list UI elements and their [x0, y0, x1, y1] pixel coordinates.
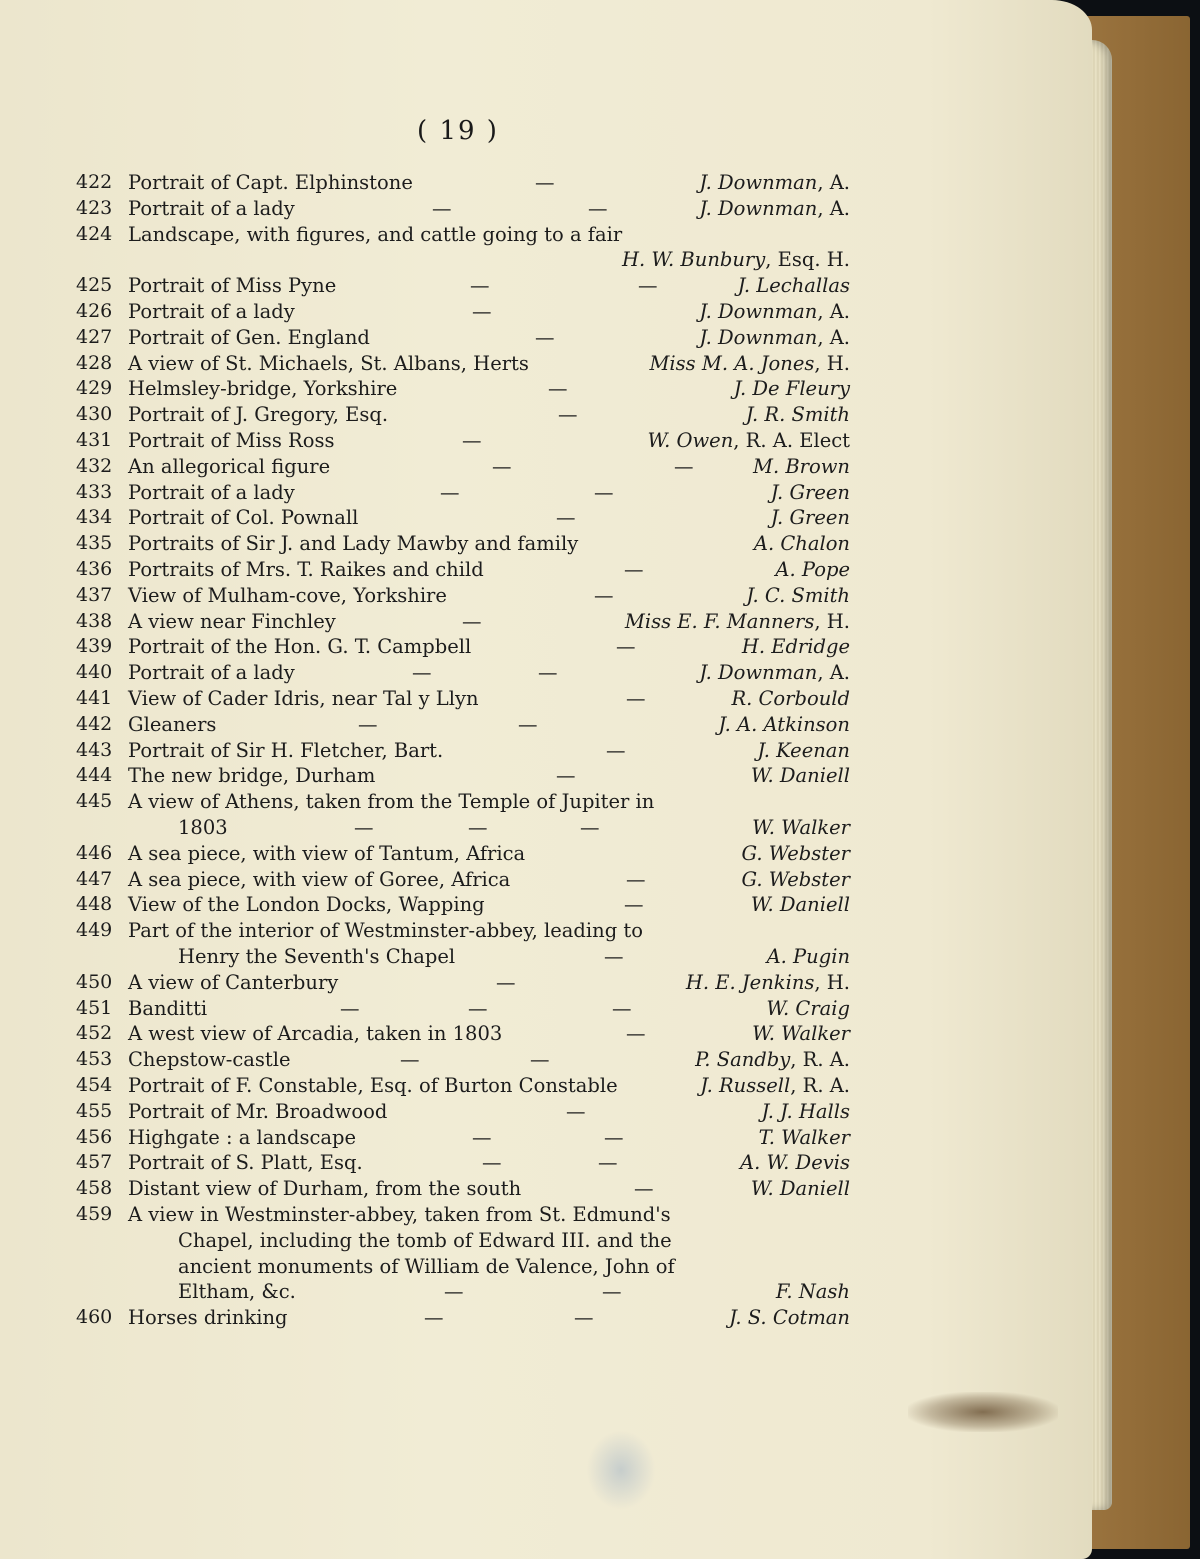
entry-title: Distant view of Durham, from the south	[128, 1177, 522, 1201]
leader-dash: —	[548, 377, 568, 401]
catalogue-entry	[0, 1100, 900, 1126]
catalogue-entry	[0, 893, 900, 919]
artist-name	[751, 764, 850, 787]
artist-name	[738, 274, 850, 297]
artist-name	[752, 1022, 850, 1045]
leader-dash: —	[518, 712, 538, 736]
catalogue-entry	[0, 584, 900, 610]
entry-number: 425	[76, 274, 113, 297]
leader-dash: —	[354, 816, 374, 839]
entry-number: 443	[76, 738, 113, 761]
leader-dash: —	[616, 635, 636, 659]
artist-name	[742, 635, 850, 658]
entry-title: A view of Athens, taken from the Temple of Jupiter in	[128, 790, 655, 814]
leader-dash: —	[624, 558, 644, 581]
entry-number: 452	[76, 1022, 113, 1045]
entry-number: 459	[76, 1203, 113, 1225]
artist-label: W. Daniell	[750, 893, 850, 917]
leader-dash: —	[496, 970, 516, 994]
artist-name	[729, 1306, 850, 1329]
catalogue-entry	[0, 739, 900, 765]
catalogue-entry	[0, 223, 900, 249]
artist-name	[699, 661, 850, 684]
entry-number: 426	[76, 300, 113, 322]
entry-title: Portrait of F. Constable, Esq. of Burton Constable	[128, 1074, 618, 1097]
artist-label: J. C. Smith	[746, 583, 850, 607]
leader-dash: —	[440, 480, 460, 504]
page-number: ( 19 )	[417, 116, 499, 146]
leader-dash: —	[530, 1048, 550, 1072]
artist-name	[647, 429, 850, 452]
entry-title: A west view of Arcadia, taken in 1803	[128, 1022, 503, 1046]
artist-suffix: , A.	[817, 325, 850, 349]
artist-label: J. Lechallas	[737, 274, 850, 298]
entry-title: Portrait of J. Gregory, Esq.	[128, 403, 389, 427]
catalogue-entry	[0, 481, 900, 507]
ink-stain	[586, 1430, 656, 1510]
entry-title: View of the London Docks, Wapping	[128, 893, 485, 917]
catalogue-entry	[0, 1203, 900, 1229]
leader-dash: —	[624, 893, 644, 917]
artist-label: M. Brown	[752, 454, 850, 478]
artist-label: H. W. Bunbury	[622, 248, 766, 272]
entry-title: A view of Canterbury	[128, 970, 339, 994]
entry-continuation	[0, 816, 900, 842]
artist-name	[766, 997, 850, 1020]
artist-label: W. Craig	[766, 996, 850, 1020]
artist-suffix: , H.	[814, 609, 850, 633]
artist-label: A. Pope	[775, 558, 850, 581]
artist-label: A. W. Devis	[740, 1151, 850, 1175]
artist-name	[767, 945, 850, 968]
entry-continuation	[0, 945, 900, 971]
catalogue-entry	[0, 403, 900, 429]
leader-dash: —	[472, 300, 492, 323]
entry-title-continued: ancient monuments of William de Valence, John of	[178, 1254, 675, 1278]
artist-name	[753, 455, 850, 478]
artist-name	[700, 1074, 850, 1097]
entry-number: 444	[76, 764, 113, 787]
catalogue-entry	[0, 506, 900, 532]
artist-name	[776, 1280, 850, 1303]
entry-title: Portraits of Sir J. and Lady Mawby and family	[128, 532, 579, 556]
artist-name	[718, 713, 850, 736]
catalogue-entry	[0, 635, 900, 661]
artist-label: H. Edridge	[741, 635, 850, 659]
entry-number: 455	[76, 1099, 113, 1122]
leader-dash: —	[556, 764, 576, 788]
leader-dash: —	[674, 454, 694, 478]
entry-title: Portrait of a lady	[128, 661, 295, 685]
leader-dash: —	[612, 996, 632, 1020]
artist-label: Miss M. A. Jones	[649, 351, 815, 375]
catalogue-entry	[0, 842, 900, 868]
artist-label: W. Walker	[752, 1022, 850, 1046]
entry-title: Portrait of a lady	[128, 300, 295, 323]
entry-title: Portrait of Gen. England	[128, 325, 370, 349]
entry-continuation	[0, 1280, 900, 1306]
artist-suffix: , A.	[817, 300, 850, 323]
entry-title: A view near Finchley	[128, 609, 336, 633]
entry-number: 458	[76, 1177, 113, 1200]
artist-name	[761, 1100, 850, 1123]
artist-label: J. R. Smith	[745, 403, 850, 427]
entry-title: Portraits of Mrs. T. Raikes and child	[128, 558, 484, 581]
entry-title: Portrait of Miss Pyne	[128, 274, 337, 298]
artist-suffix: , H.	[814, 970, 850, 994]
entry-number: 430	[76, 403, 113, 426]
entry-title: Banditti	[128, 996, 208, 1020]
entry-number: 431	[76, 429, 113, 451]
artist-suffix: , A.	[817, 196, 850, 220]
leader-dash: —	[638, 274, 658, 298]
catalogue-entry	[0, 197, 900, 223]
catalogue-entry	[0, 171, 900, 197]
entry-title: View of Cader Idris, near Tal y Llyn	[128, 687, 479, 710]
artist-label: J. Downman	[699, 171, 818, 194]
entry-title-continued: Eltham, &c.	[178, 1280, 296, 1304]
catalogue-entry	[0, 300, 900, 326]
entry-number: 440	[76, 661, 113, 684]
artist-name	[695, 1048, 850, 1071]
entry-title: Portrait of the Hon. G. T. Campbell	[128, 635, 472, 659]
artist-name	[771, 481, 850, 504]
entry-number: 428	[76, 351, 113, 374]
artist-name	[751, 1177, 850, 1200]
entry-title: Helmsley-bridge, Yorkshire	[128, 377, 398, 401]
leader-dash: —	[626, 1022, 646, 1046]
artist-label: J. J. Halls	[761, 1099, 850, 1123]
entry-number: 447	[76, 867, 113, 890]
entry-continuation	[0, 1255, 900, 1281]
artist-suffix: , R. A.	[790, 1074, 850, 1097]
leader-dash: —	[444, 1280, 464, 1304]
entry-number: 446	[76, 841, 113, 864]
catalogue-entry	[0, 997, 900, 1023]
catalogue-entry	[0, 1151, 900, 1177]
leader-dash: —	[492, 454, 512, 478]
leader-dash: —	[358, 712, 378, 736]
artist-label: A. Pugin	[766, 945, 850, 968]
artist-name	[746, 584, 850, 607]
entry-number: 441	[76, 687, 113, 709]
artist-name	[742, 842, 850, 865]
foxing-stain	[908, 1392, 1058, 1432]
catalogue-entry	[0, 790, 900, 816]
artist-label: G. Webster	[741, 867, 850, 891]
leader-dash: —	[462, 609, 482, 633]
catalogue-entry	[0, 274, 900, 300]
entry-title: Chepstow-castle	[128, 1048, 291, 1072]
catalogue-entry	[0, 713, 900, 739]
catalogue-entry	[0, 1074, 900, 1100]
entry-number: 453	[76, 1048, 113, 1071]
leader-dash: —	[588, 196, 608, 220]
artist-name	[751, 893, 850, 916]
artist-name	[649, 352, 850, 375]
entry-number: 423	[76, 196, 113, 219]
leader-dash: —	[468, 996, 488, 1020]
artist-label: P. Sandby	[695, 1048, 791, 1072]
entry-title: A sea piece, with view of Goree, Africa	[128, 867, 511, 891]
artist-name	[622, 248, 850, 271]
leader-dash: —	[535, 171, 555, 194]
entry-title: Portrait of a lady	[128, 480, 295, 504]
artist-suffix: , R. A. Elect	[733, 429, 850, 452]
artist-label: W. Owen	[647, 429, 734, 452]
artist-label: J. Downman	[699, 661, 818, 685]
leader-dash: —	[604, 1125, 624, 1149]
entry-continuation	[0, 1229, 900, 1255]
catalogue-entry	[0, 687, 900, 713]
entry-title: View of Mulham-cove, Yorkshire	[128, 583, 447, 607]
entry-title: Landscape, with figures, and cattle going to a fair	[128, 222, 623, 246]
leader-dash: —	[558, 403, 578, 427]
catalogue-entry	[0, 764, 900, 790]
entry-title: Portrait of Sir H. Fletcher, Bart.	[128, 738, 444, 762]
entry-title: An allegorical figure	[128, 454, 331, 478]
entry-title: Portrait of a lady	[128, 196, 295, 220]
artist-label: J. Downman	[699, 196, 818, 220]
leader-dash: —	[604, 945, 624, 968]
artist-name	[746, 403, 850, 426]
artist-label: H. E. Jenkins	[685, 970, 815, 994]
leader-dash: —	[432, 196, 452, 220]
leader-dash: —	[574, 1306, 594, 1330]
leader-dash: —	[482, 1151, 502, 1175]
leader-dash: —	[580, 816, 600, 839]
leader-dash: —	[634, 1177, 654, 1201]
artist-label: J. Downman	[699, 300, 818, 323]
leader-dash: —	[606, 738, 626, 762]
artist-suffix: , Esq. H.	[765, 248, 850, 272]
artist-label: W. Walker	[752, 816, 850, 839]
leader-dash: —	[468, 816, 488, 839]
artist-name	[759, 1126, 850, 1149]
catalogue-entry	[0, 610, 900, 636]
leader-dash: —	[472, 1125, 492, 1149]
artist-name	[757, 739, 850, 762]
entry-number: 436	[76, 558, 113, 580]
catalogue-entry	[0, 377, 900, 403]
entry-number: 451	[76, 996, 113, 1019]
artist-suffix: , R. A.	[790, 1048, 850, 1072]
artist-suffix: , H.	[814, 351, 850, 375]
catalogue-entry	[0, 352, 900, 378]
entry-number: 422	[76, 171, 113, 193]
leader-dash: —	[412, 661, 432, 685]
artist-label: J. De Fleury	[733, 377, 850, 401]
artist-label: F. Nash	[775, 1280, 850, 1304]
entry-title-continued: 1803	[178, 816, 228, 839]
leader-dash: —	[462, 429, 482, 452]
leader-dash: —	[340, 996, 360, 1020]
leader-dash: —	[538, 661, 558, 685]
entry-title: Horses drinking	[128, 1306, 288, 1330]
entry-number: 429	[76, 377, 113, 400]
entry-number: 454	[76, 1074, 113, 1096]
entry-number: 460	[76, 1306, 113, 1329]
artist-name	[731, 687, 850, 710]
artist-name	[740, 1151, 850, 1174]
entry-number: 456	[76, 1125, 113, 1148]
leader-dash: —	[594, 583, 614, 607]
artist-label: R. Corbould	[731, 687, 850, 710]
entry-title-continued: Chapel, including the tomb of Edward III. and the	[178, 1228, 672, 1252]
leader-dash: —	[598, 1151, 618, 1175]
artist-name	[699, 171, 850, 194]
catalogue-entry	[0, 1306, 900, 1332]
catalogue-entry	[0, 532, 900, 558]
artist-name	[771, 506, 850, 529]
entry-number: 433	[76, 480, 113, 503]
entry-number: 449	[76, 919, 113, 942]
entry-title: A view of St. Michaels, St. Albans, Herts	[128, 351, 529, 375]
catalogue-entry	[0, 919, 900, 945]
catalogue-entry	[0, 1022, 900, 1048]
artist-label: J. Keenan	[757, 738, 850, 762]
artist-label: J. A. Atkinson	[718, 712, 850, 736]
artist-name	[686, 971, 850, 994]
artist-label: J. Green	[770, 480, 850, 504]
entry-number: 438	[76, 609, 113, 632]
entry-number: 442	[76, 712, 113, 735]
entry-number: 427	[76, 325, 113, 348]
leader-dash: —	[424, 1306, 444, 1330]
artist-name	[742, 868, 850, 891]
artist-name	[699, 300, 850, 323]
entry-title: A view in Westminster-abbey, taken from St. Edmund's	[128, 1203, 671, 1226]
entry-title: The new bridge, Durham	[128, 764, 376, 788]
entry-number: 450	[76, 970, 113, 993]
leader-dash: —	[594, 480, 614, 504]
leader-dash: —	[602, 1280, 622, 1304]
entry-title-continued: Henry the Seventh's Chapel	[178, 945, 456, 968]
entry-title: Highgate : a landscape	[128, 1125, 357, 1149]
entry-title: Portrait of Miss Ross	[128, 429, 335, 452]
entry-number: 432	[76, 454, 113, 477]
entry-number: 457	[76, 1151, 113, 1174]
artist-label: G. Webster	[741, 841, 850, 865]
artist-name	[754, 532, 850, 555]
artist-name	[699, 326, 850, 349]
leader-dash: —	[626, 867, 646, 891]
leader-dash: —	[470, 274, 490, 298]
artist-label: J. Green	[770, 506, 850, 530]
entry-continuation	[0, 248, 900, 274]
catalogue-entry	[0, 326, 900, 352]
catalogue-entry	[0, 1048, 900, 1074]
entry-title: Portrait of S. Platt, Esq.	[128, 1151, 363, 1175]
artist-label: J. Downman	[699, 325, 818, 349]
artist-name	[752, 816, 850, 839]
artist-label: J. Russell	[700, 1074, 791, 1097]
entry-title: Portrait of Mr. Broadwood	[128, 1099, 388, 1123]
entry-number: 434	[76, 506, 113, 529]
catalogue-entry	[0, 429, 900, 455]
leader-dash: —	[626, 687, 646, 710]
artist-name	[699, 197, 850, 220]
entry-number: 437	[76, 583, 113, 606]
entry-number: 435	[76, 532, 113, 555]
catalogue-entry	[0, 971, 900, 997]
entry-number: 439	[76, 635, 113, 658]
artist-name	[625, 610, 850, 633]
artist-label: W. Daniell	[750, 764, 850, 788]
artist-suffix: , A.	[817, 661, 850, 685]
artist-label: J. S. Cotman	[729, 1306, 850, 1330]
entry-title: Portrait of Col. Pownall	[128, 506, 359, 530]
catalogue-entry	[0, 1126, 900, 1152]
artist-name	[734, 377, 850, 400]
entry-title: Gleaners	[128, 712, 217, 736]
catalogue-entry	[0, 455, 900, 481]
artist-label: T. Walker	[758, 1125, 850, 1149]
entry-title: Portrait of Capt. Elphinstone	[128, 171, 413, 194]
entry-title: Part of the interior of Westminster-abbey, leading to	[128, 919, 643, 943]
catalogue-entry	[0, 1177, 900, 1203]
artist-label: A. Chalon	[753, 532, 850, 556]
artist-name	[775, 558, 850, 581]
catalogue-entry	[0, 868, 900, 894]
catalogue-entry	[0, 558, 900, 584]
leader-dash: —	[535, 325, 555, 349]
artist-label: W. Daniell	[750, 1177, 850, 1201]
artist-label: Miss E. F. Manners	[624, 609, 815, 633]
entry-number: 424	[76, 222, 113, 245]
leader-dash: —	[556, 506, 576, 530]
entry-number: 445	[76, 790, 113, 813]
leader-dash: —	[400, 1048, 420, 1072]
leader-dash: —	[566, 1099, 586, 1123]
entry-title: A sea piece, with view of Tantum, Africa	[128, 841, 526, 865]
artist-suffix: , A.	[817, 171, 850, 194]
catalogue-entry	[0, 661, 900, 687]
entry-number: 448	[76, 893, 113, 916]
